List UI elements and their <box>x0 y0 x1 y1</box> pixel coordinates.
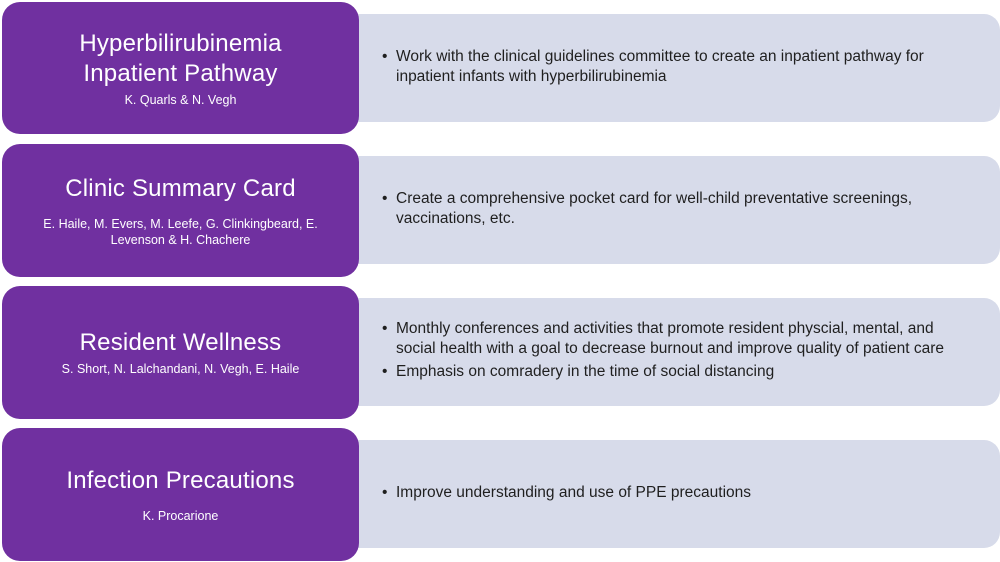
row-3-bullet-1: • Monthly conferences and activities that promote resident physcial, mental, and social health with a goal to decrease burnout and improve quality of patient care <box>396 319 976 359</box>
row-4-title: Infection Precautions <box>66 466 295 494</box>
row-4-detail-box <box>340 440 1000 548</box>
row-2-authors: E. Haile, M. Evers, M. Leefe, G. Clinkingbeard, E. Levenson & H. Chachere <box>43 216 318 247</box>
row-4-title-box <box>2 428 359 561</box>
row-2-bullet-1: • Create a comprehensive pocket card for well-child preventative screenings, vaccinations, etc. <box>396 189 976 229</box>
row-1-authors: K. Quarls & N. Vegh <box>124 92 237 107</box>
row-1-bullet-1: • Work with the clinical guidelines committee to create an inpatient pathway for inpatient infants with hyperbilirubinemia <box>396 47 976 87</box>
row-3-bullet-list <box>380 319 1000 385</box>
row-2-bullet-list <box>380 189 1000 232</box>
row-1-title-box <box>2 2 359 134</box>
row-3-title-box <box>2 286 359 419</box>
row-3-detail-box <box>340 298 1000 406</box>
row-4-authors: K. Procarione <box>142 508 219 523</box>
row-4-bullet-1: • Improve understanding and use of PPE precautions <box>396 483 751 503</box>
row-1-bullet-list <box>380 47 1000 90</box>
row-3-authors: S. Short, N. Lalchandani, N. Vegh, E. Haile <box>61 362 300 376</box>
row-4-bullet-list <box>380 483 775 506</box>
row-2-title-box <box>2 144 359 277</box>
row-3-title: Resident Wellness <box>79 329 282 356</box>
row-2-title: Clinic Summary Card <box>65 174 296 202</box>
row-1-detail-box <box>340 14 1000 122</box>
row-2-detail-box <box>340 156 1000 264</box>
row-1-title: Hyperbilirubinemia Inpatient Pathway <box>79 29 282 87</box>
row-3-bullet-2: • Emphasis on comradery in the time of social distancing <box>396 362 976 382</box>
